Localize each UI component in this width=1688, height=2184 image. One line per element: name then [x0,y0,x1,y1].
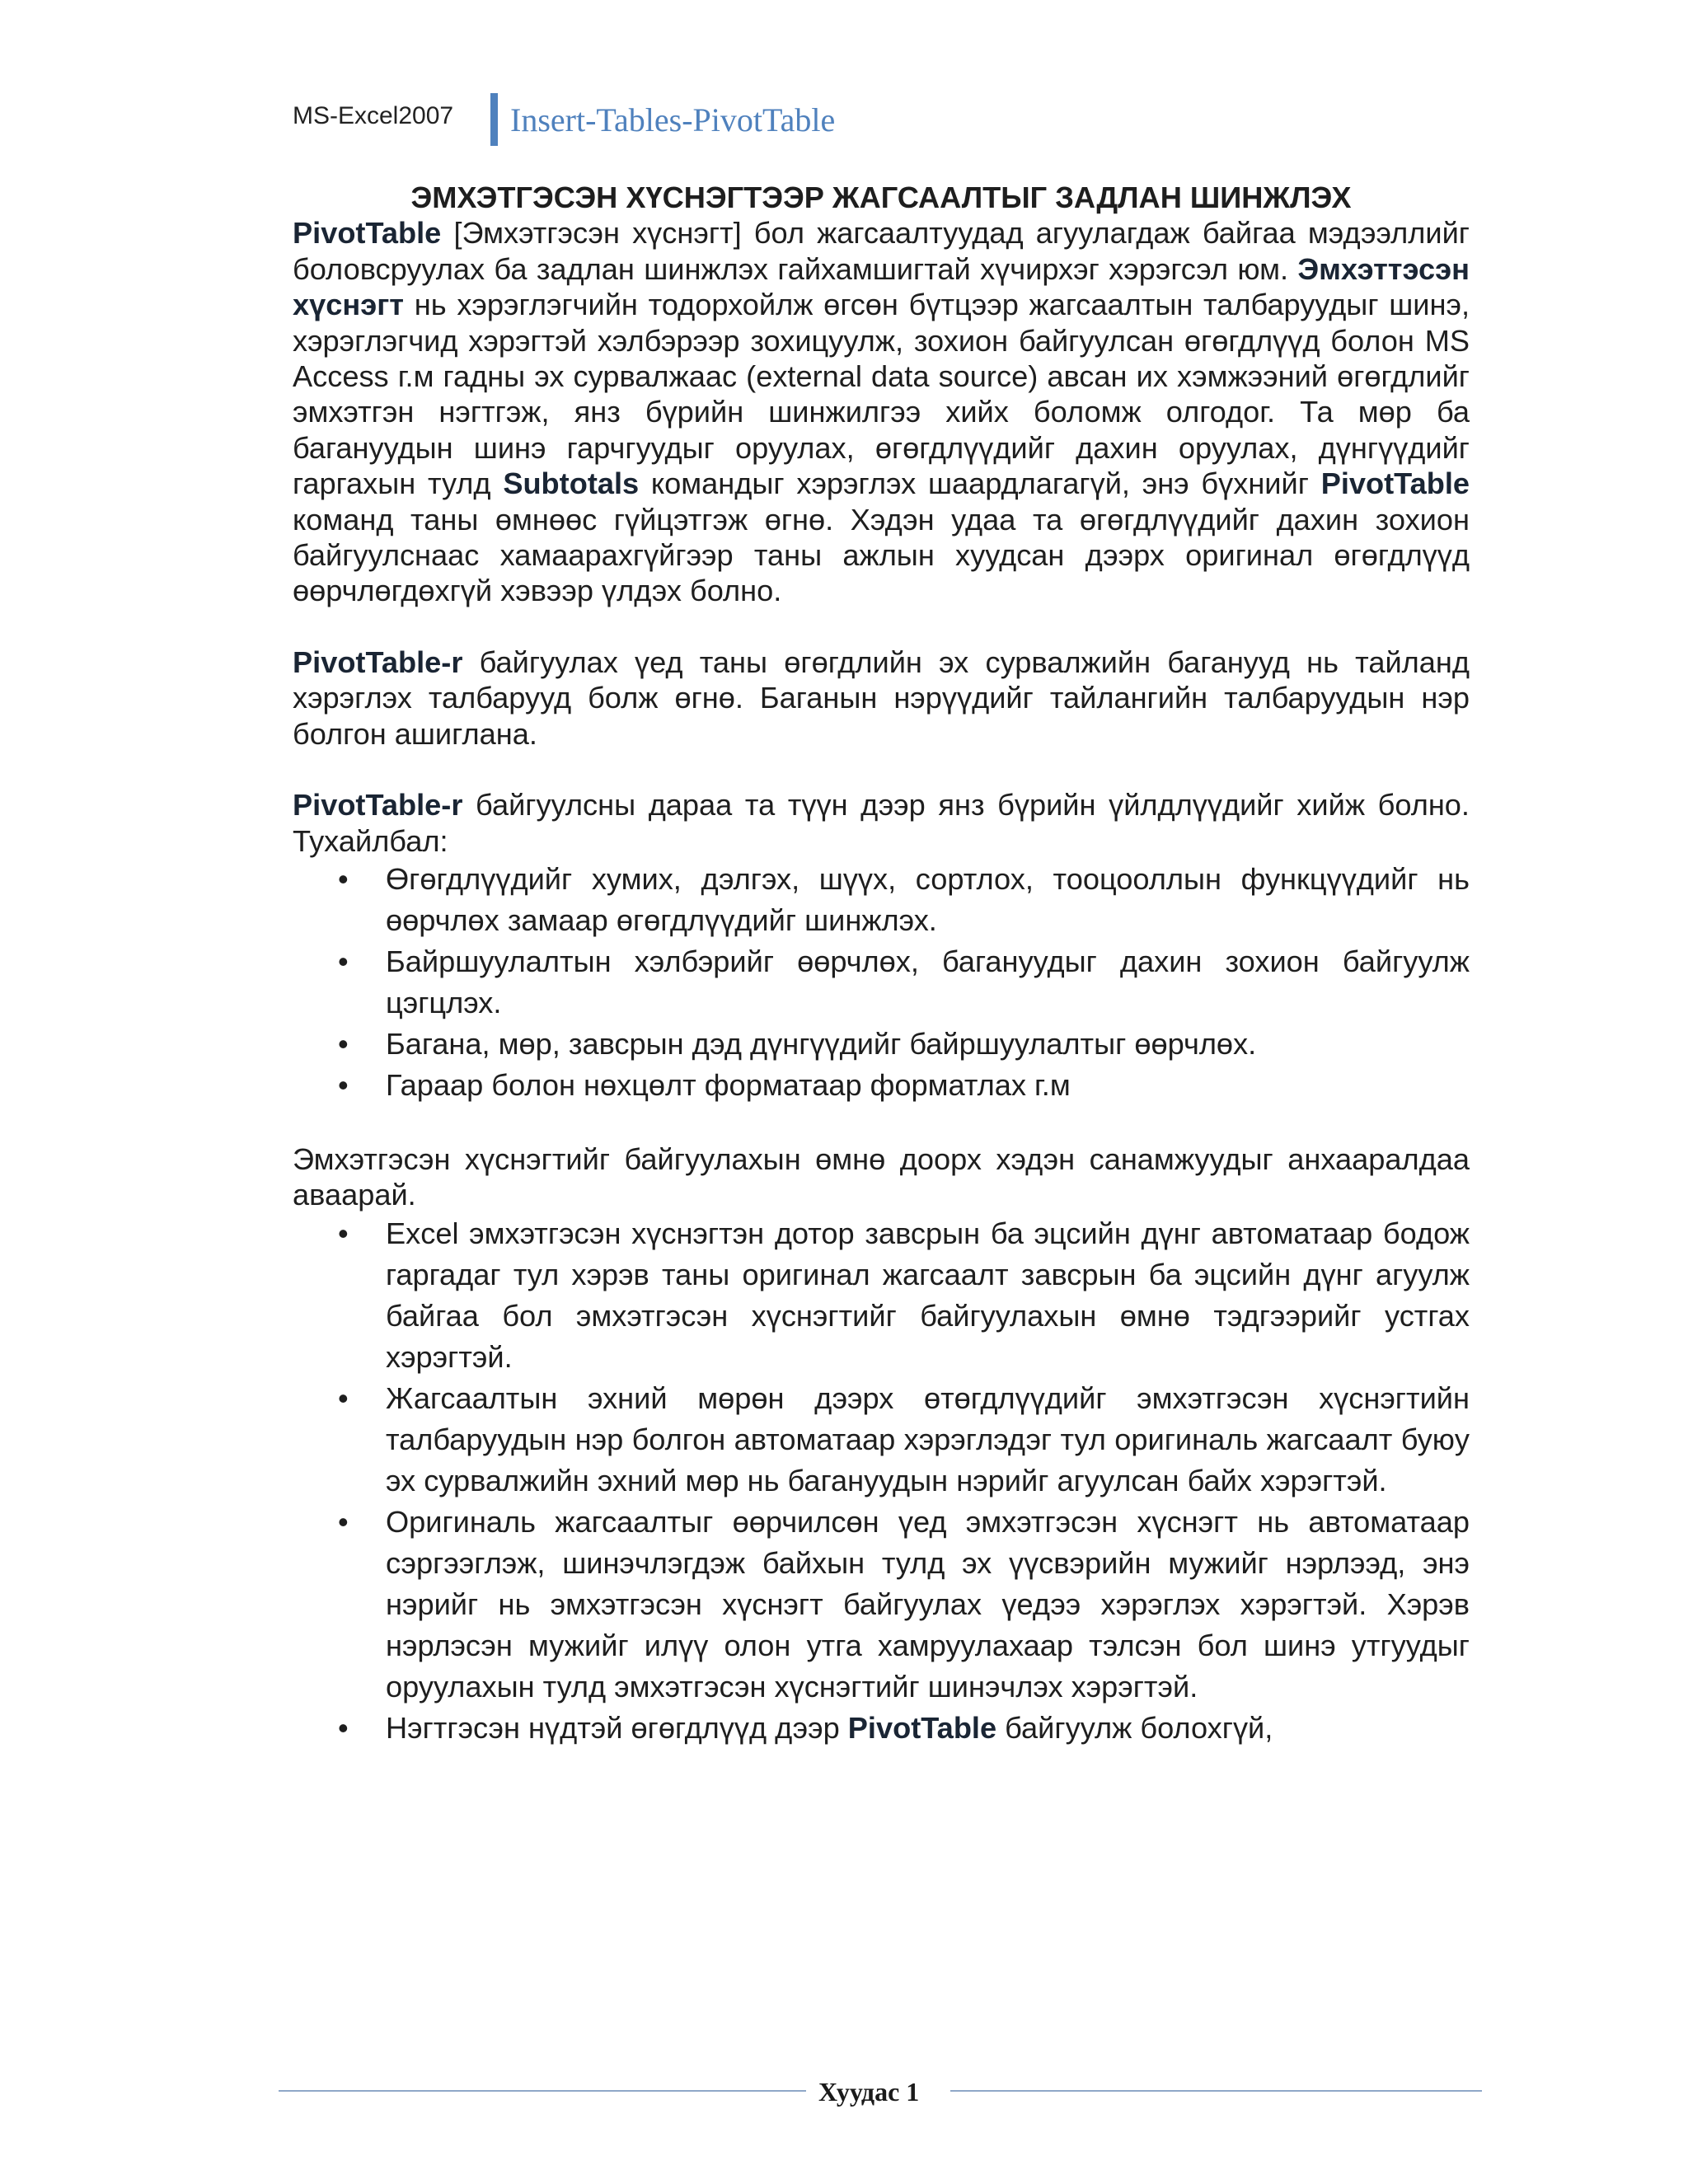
paragraph-text: нь хэрэглэгчийн тодорхойлж өгсөн бүтцээр жагсаалтын талбаруудыг шинэ, хэрэглэгчид хэрэгтэй хэлбэрээр зохицуулж, зохион байгуулсан өгөгдлүүд болон MS Access г.м гадны эх сурвалжаас (external data source) авсан их хэмжээний өгөгдлийг эмхэтгэн нэгтгэж, янз бүрийн шинжилгээ хийх боломж олгодог. Та мөр ба багануудын шинэ гарчгуудыг оруулах, өгөгдлүүдийг дахин оруулах, дүнгүүдийг гаргахын тулд [293,288,1470,501]
paragraph-notes-intro: Эмхэтгэсэн хүснэгтийг байгуулахын өмнө доорх хэдэн санамжуудыг анхааралдаа аваарай. [293,1141,1470,1212]
bold-term: PivotTable-r [293,788,463,823]
paragraph-text: команд таны өмнөөс гүйцэтгэж өгнө. Хэдэн удаа та өгөгдлүүдийг дахин зохион байгуулснаас хамаарахгүйгээр таны ажлын хуудсан дээрх оригинал өгөгдлүүд өөрчлөгдөхгүй хэвээр үлдэх болно. [293,502,1470,608]
bold-term: PivotTable [293,216,442,251]
list-item [293,1708,1470,1749]
paragraph-text: [Эмхэтгэсэн хүснэгт] бол жагсаалтуудад агуулагдаж байгаа мэдээллийг боловсруулах ба задлан шинжлэх гайхамшигтай хүчирхэг хэрэгсэл юм. [293,216,1470,286]
footer-rule-right [950,2090,1482,2092]
paragraph-operations [293,787,1470,859]
paragraph-fields [293,644,1470,752]
page-number: Хуудас 1 [818,2077,920,2107]
list-item: • Гараар болон нөхцөлт форматаар форматлах г.м [293,1065,1470,1106]
list-item: • Жагсаалтын эхний мөрөн дээрх өтөгдлүүдийг эмхэтгэсэн хүснэгтийн талбаруудын нэр болгон автоматаар хэрэглэдэг тул оригиналь жагсаалт буюу эх сурвалжийн эхний мөр нь багануудын нэрийг агуулсан байх хэрэгтэй. [293,1378,1470,1502]
notes-list [293,1213,1470,1749]
paragraph-text: байгуулах үед таны өгөгдлийн эх сурвалжийн баганууд нь тайланд хэрэглэх талбарууд болж өгнө. Баганын нэрүүдийг тайлангийн талбаруудын нэр болгон ашиглана. [293,644,1470,751]
page-header [293,89,1529,155]
footer-rule-left [279,2090,806,2092]
bold-term: PivotTable [1320,466,1470,501]
list-item: • Байршуулалтын хэлбэрийг өөрчлөх, багануудыг дахин зохион байгуулж цэгцлэх. [293,941,1470,1024]
bold-term: PivotTable-r [293,644,463,679]
paragraph-text: командыг хэрэглэх шаардлагагүй, энэ бүхнийг [639,466,1321,501]
page-footer [279,2077,1482,2110]
header-doc-name: MS-Excel2007 [293,102,454,129]
list-item: • Оригиналь жагсаалтыг өөрчилсөн үед эмхэтгэсэн хүснэгт нь автоматаар сэргээглэж, шинэчлэгдэж байхын тулд эх үүсвэрийн мужийг нэрлээд, энэ нэрийг нь эмхэтгэсэн хүснэгт байгуулах үедээ хэрэглэх хэрэгтэй. Хэрэв нэрлэсэн мужийг илүү олон утга хамруулахаар тэлсэн бол шинэ утгуудыг оруулахын тулд эмхэтгэсэн хүснэгтийг шинэчлэх хэрэгтэй. [293,1502,1470,1708]
header-divider [490,93,498,146]
paragraph-text: байгуулсны дараа та түүн дээр янз бүрийн үйлдлүүдийг хийж болно. Тухайлбал: [293,788,1470,858]
list-item: • Багана, мөр, завсрын дэд дүнгүүдийг байршуулалтыг өөрчлөх. [293,1024,1470,1065]
list-item: • Excel эмхэтгэсэн хүснэгтэн дотор завсрын ба эцсийн дүнг автоматаар бодож гаргадаг тул хэрэв таны оригинал жагсаалт завсрын ба эцсийн дүнг агуулж байгаа бол эмхэтгэсэн хүснэгтийг байгуулахын өмнө тэдгээрийг устгах хэрэгтэй. [293,1213,1470,1378]
bold-term: PivotTable [847,1710,997,1745]
header-section-title: Insert-Tables-PivotTable [510,101,836,138]
list-item: • Өгөгдлүүдийг хумих, дэлгэх, шүүх, сортлох, тооцооллын функцүүдийг нь өөрчлөх замаар өгөгдлүүдийг шинжлэх. [293,859,1470,941]
document-title: ЭМХЭТГЭСЭН ХҮСНЭГТЭЭР ЖАГСААЛТЫГ ЗАДЛАН ШИНЖЛЭХ [410,180,1352,214]
bold-term: Subtotals [503,466,640,501]
list-item-text: Нэгтгэсэн нүдтэй өгөгдлүүд дээр [386,1710,848,1745]
bold-term: Эмхэттэсэн хүснэгт [293,251,1470,322]
document-body [293,180,1470,1749]
paragraph-intro [293,215,1470,608]
operations-list [293,859,1470,1106]
list-item-text: байгуулж болохгүй, [996,1710,1273,1745]
